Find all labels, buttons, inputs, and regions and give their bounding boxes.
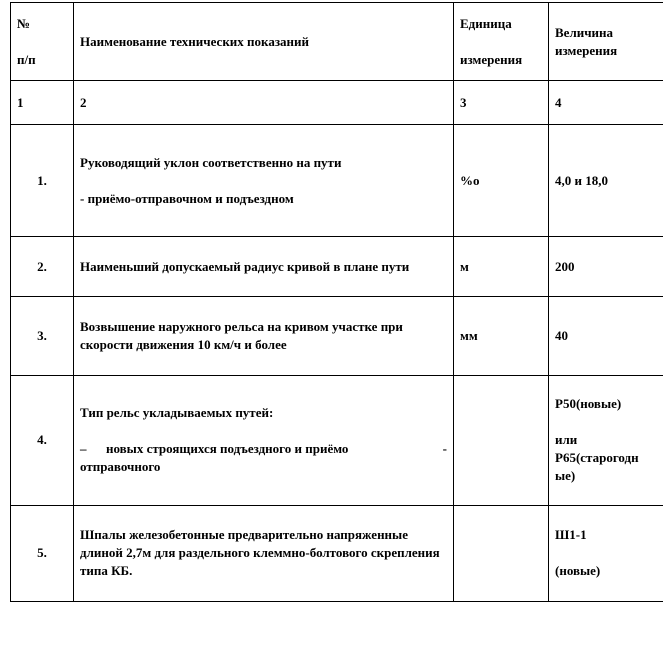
- column-number-3: 3: [454, 81, 549, 125]
- table-row: [11, 297, 663, 375]
- row-number: 2.: [11, 237, 74, 297]
- row-name: Шпалы железобетонные предварительно напряженные длиной 2,7м для раздельного клеммно-болтового скрепления типа КБ.: [74, 505, 454, 601]
- column-number-2: 2: [74, 81, 454, 125]
- technical-parameters-table: [10, 2, 663, 602]
- header-value-line1: Величина: [555, 24, 614, 40]
- header-value-cell: [549, 3, 663, 81]
- header-name-cell: [74, 3, 454, 81]
- row-value: [549, 375, 663, 505]
- row-name-line3: отправочного: [80, 459, 161, 475]
- row-name-line2: [80, 440, 453, 458]
- row-value-line2: (новые): [555, 563, 601, 579]
- row-value: 40: [549, 297, 663, 375]
- row-name-dash-end: -: [442, 441, 447, 457]
- table-row: [11, 505, 663, 601]
- row-name: [74, 125, 454, 237]
- row-name-line2: - приёмо-отправочном и подъездном: [80, 190, 294, 206]
- header-unit-line2: измерения: [460, 51, 523, 67]
- row-value: [549, 505, 663, 601]
- row-number: 1.: [11, 125, 74, 237]
- row-value-line4: ые): [555, 468, 576, 484]
- row-name-line1: Тип рельс укладываемых путей:: [80, 405, 274, 421]
- column-number-1: 1: [11, 81, 74, 125]
- row-value: 4,0 и 18,0: [549, 125, 663, 237]
- header-number-cell: [11, 3, 74, 81]
- row-unit: %о: [454, 125, 549, 237]
- row-name-line1: Руководящий уклон соответственно на пути: [80, 154, 342, 170]
- row-value-line3: Р65(старогодн: [555, 450, 639, 466]
- row-name-line2-text: новых строящихся подъездного и приёмо: [106, 441, 349, 457]
- table-row: [11, 125, 663, 237]
- column-number-row: [11, 81, 663, 125]
- row-name: [74, 375, 454, 505]
- row-name: Возвышение наружного рельса на кривом участке при скорости движения 10 км/ч и более: [74, 297, 454, 375]
- table-row: [11, 375, 663, 505]
- row-value-line1: Р50(новые): [555, 396, 622, 412]
- header-number-abbrev: п/п: [17, 51, 36, 67]
- header-value-line2: измерения: [555, 42, 618, 58]
- table-header-row: [11, 3, 663, 81]
- row-name: Наименьший допускаемый радиус кривой в плане пути: [74, 237, 454, 297]
- header-number-symbol: №: [17, 15, 31, 31]
- row-unit: [454, 375, 549, 505]
- row-number: 4.: [11, 375, 74, 505]
- header-name-label: Наименование технических показаний: [80, 33, 310, 49]
- row-number: 5.: [11, 505, 74, 601]
- header-unit-line1: Единица: [460, 15, 512, 31]
- row-value: 200: [549, 237, 663, 297]
- row-value-line2: или: [555, 432, 578, 448]
- row-unit: [454, 505, 549, 601]
- row-name-dash: –: [80, 441, 87, 457]
- row-unit: м: [454, 237, 549, 297]
- row-unit: мм: [454, 297, 549, 375]
- header-unit-cell: [454, 3, 549, 81]
- row-value-line1: Ш1-1: [555, 527, 587, 543]
- table-row: [11, 237, 663, 297]
- column-number-4: 4: [549, 81, 663, 125]
- row-number: 3.: [11, 297, 74, 375]
